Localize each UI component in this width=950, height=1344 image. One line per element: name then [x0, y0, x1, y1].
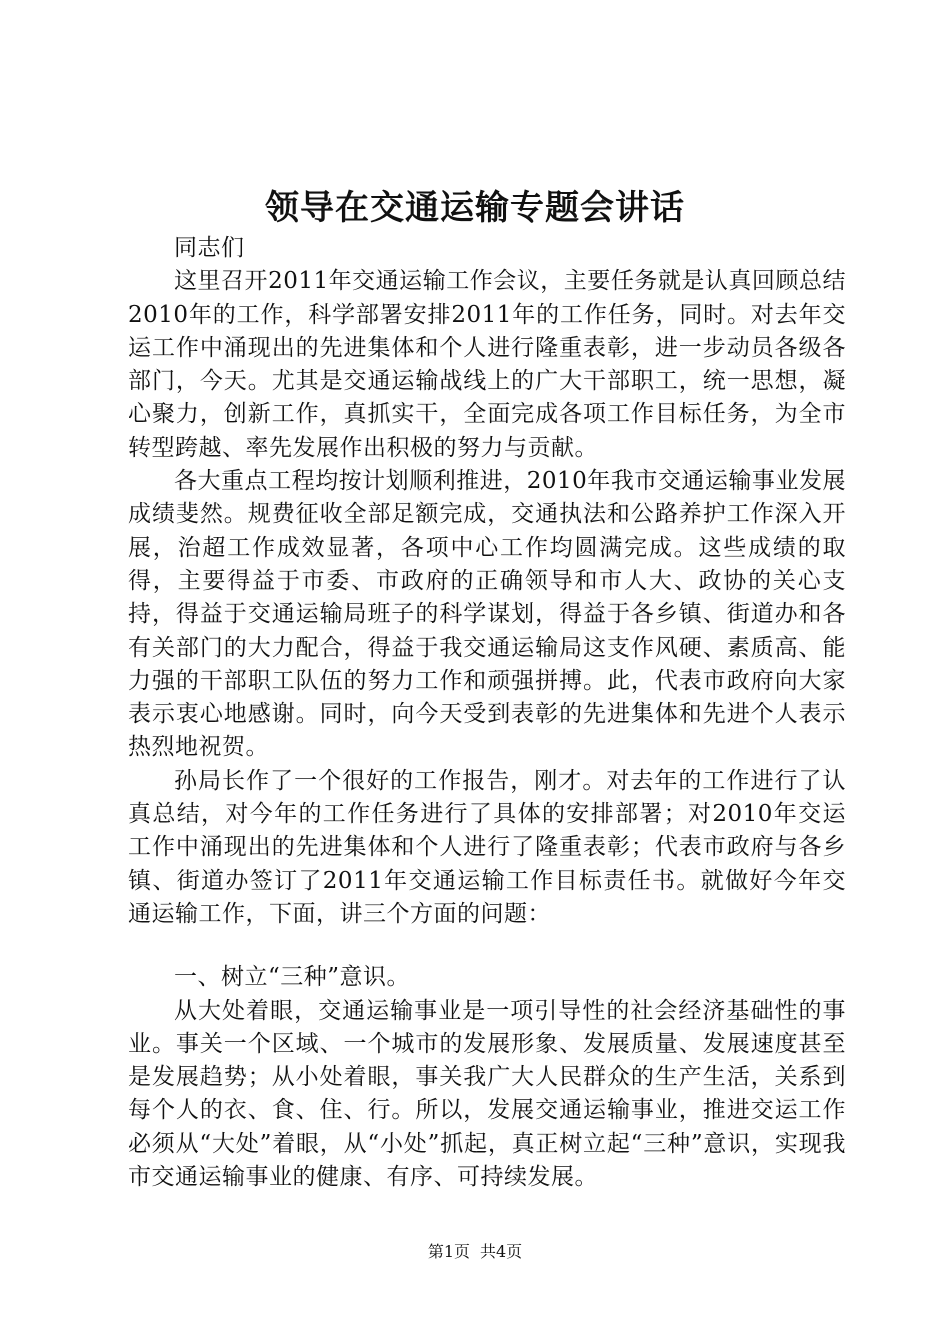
document-title: 领导在交通运输专题会讲话	[265, 188, 685, 228]
page-number: 第1页	[427, 1242, 470, 1261]
paragraph-2: 各大重点工程均按计划顺利推进，2010年我市交通运输事业发展成绩斐然。规费征收全部足额完成，交通执法和公路养护工作深入开展，治超工作成效显著，各项中心工作均圆满完成。这些成绩的取得，主要得益于市委、市政府的正确领导和市人大、政协的关心支持，得益于交通运输局班子的科学谋划，得益于各乡镇、街道办和各有关部门的大力配合，得益于我交通运输局这支作风硬、素质高、能力强的干部职工队伍的努力工作和顽强拼搏。此，代表市政府向大家表示衷心地感谢。同时，向今天受到表彰的先进集体和先进个人表示热烈地祝贺。	[128, 468, 846, 761]
section-heading: 一、树立“三种”意识。	[174, 964, 411, 991]
paragraph-3: 孙局长作了一个很好的工作报告，刚才。对去年的工作进行了认真总结，对今年的工作任务进行了具体的安排部署；对2010年交运工作中涌现出的先进集体和个人进行了隆重表彰；代表市政府与各乡镇、街道办签订了2011年交通运输工作目标责任书。就做好今年交通运输工作，下面，讲三个方面的问题：	[128, 767, 846, 927]
page-footer	[0, 1240, 950, 1264]
section-paragraph-1: 从大处着眼，交通运输事业是一项引导性的社会经济基础性的事业。事关一个区域、一个城市的发展形象、发展质量、发展速度甚至是发展趋势；从小处着眼，事关我广大人民群众的生产生活，关系到每个人的衣、食、住、行。所以，发展交通运输事业，推进交运工作必须从“大处”着眼，从“小处”抓起，真正树立起“三种”意识，实现我市交通运输事业的健康、有序、可持续发展。	[128, 997, 846, 1191]
salutation: 同志们	[174, 235, 245, 261]
document-body	[128, 232, 846, 1194]
paragraph-1: 这里召开2011年交通运输工作会议，主要任务就是认真回顾总结2010年的工作，科学部署安排2011年的工作任务，同时。对去年交运工作中涌现出的先进集体和个人进行隆重表彰，进一步动员各级各部门，今天。尤其是交通运输战线上的广大干部职工，统一思想，凝心聚力，创新工作，真抓实干，全面完成各项工作目标任务，为全市转型跨越、率先发展作出积极的努力与贡献。	[128, 268, 846, 461]
page-total: 共4页	[480, 1242, 523, 1261]
